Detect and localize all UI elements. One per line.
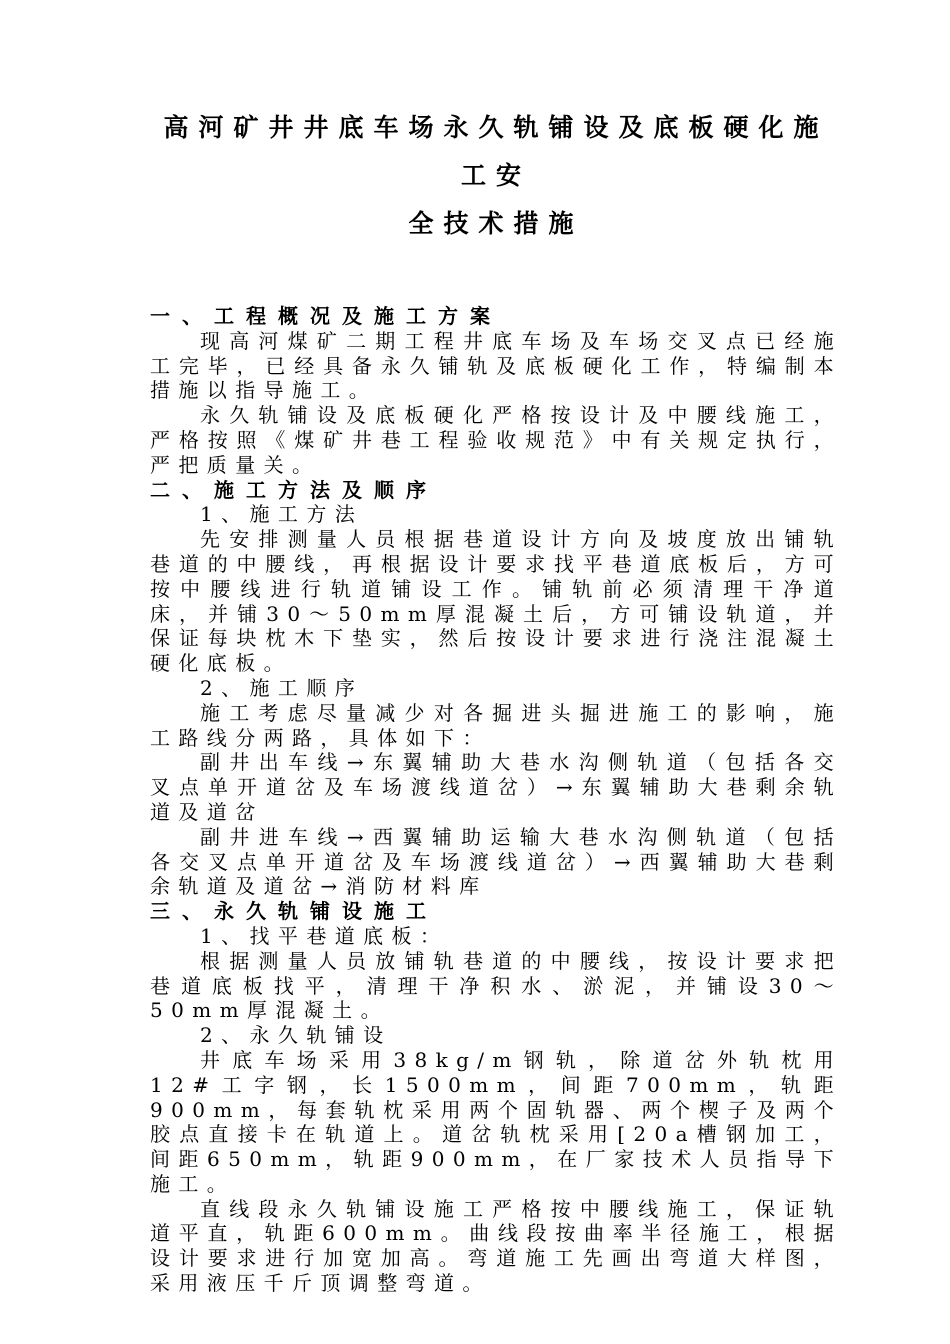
section-2-route-1: 副井出车线→东翼辅助大巷水沟侧轨道（包括各交叉点单开道岔及车场渡线道岔）→东翼辅助大巷剩余轨道及道岔: [150, 750, 842, 824]
section-2-subheading-1: 1、施工方法: [200, 502, 364, 527]
section-3-paragraph-1: 根据测量人员放铺轨巷道的中腰线，按设计要求把巷道底板找平，清理干净积水、淤泥，并铺设30～50mm厚混凝土。: [150, 948, 842, 1023]
section-1-heading: 一、工程概况及施工方案: [150, 304, 502, 328]
section-2-route-2: 副井进车线→西翼辅助运输大巷水沟侧轨道（包括各交叉点单开道岔及车场渡线道岔）→西翼辅助大巷剩余轨道及道岔→消防材料库: [150, 824, 842, 899]
section-2-subheading-2: 2、施工顺序: [200, 675, 364, 700]
section-3-paragraph-3: 直线段永久轨铺设施工严格按中腰线施工，保证轨道平直，轨距600mm。曲线段按曲率半径施工，根据设计要求进行加宽加高。弯道施工先画出弯道大样图，采用液压千斤顶调整弯道。: [150, 1196, 842, 1296]
section-3-heading: 三、永久轨铺设施工: [150, 899, 438, 924]
document-body: [150, 304, 842, 1296]
document-title: [150, 0, 842, 248]
document-title-line-1: 高河矿井井底车场永久轨铺设及底板硬化施工安: [163, 113, 829, 190]
section-1-paragraph-2: 永久轨铺设及底板硬化严格按设计及中腰线施工，严格按照《煤矿井巷工程验收规范》中有关规定执行，严把质量关。: [150, 403, 842, 477]
section-3-paragraph-2: 井底车场采用38kg/m钢轨，除道岔外轨枕用12#工字钢，长1500mm，间距700mm，轨距900mm，每套轨枕采用两个固轨器、两个楔子及两个胶点直接卡在轨道上。道岔轨枕采用[20a槽钢加工，间距650mm，轨距900mm，在厂家技术人员指导下施工。: [150, 1047, 842, 1196]
section-1-paragraph-1: 现高河煤矿二期工程井底车场及车场交叉点已经施工完毕，已经具备永久铺轨及底板硬化工作，特编制本措施以指导施工。: [150, 328, 842, 403]
section-3-subheading-1: 1、找平巷道底板：: [200, 923, 449, 948]
section-2-heading: 二、施工方法及顺序: [150, 477, 438, 502]
section-3-subheading-2: 2、永久轨铺设: [200, 1023, 392, 1048]
section-2-paragraph-1: 先安排测量人员根据巷道设计方向及坡度放出铺轨巷道的中腰线，再根据设计要求找平巷道底板后，方可按中腰线进行轨道铺设工作。铺轨前必须清理干净道床，并铺30～50mm厚混凝土后，方可铺设轨道，并保证每块枕木下垫实，然后按设计要求进行浇注混凝土硬化底板。: [150, 527, 842, 676]
section-2-paragraph-2: 施工考虑尽量减少对各掘进头掘进施工的影响，施工路线分两路，具体如下：: [150, 700, 842, 750]
document-page: [150, 0, 842, 1296]
document-title-line-2: 全技术措施: [408, 209, 584, 238]
